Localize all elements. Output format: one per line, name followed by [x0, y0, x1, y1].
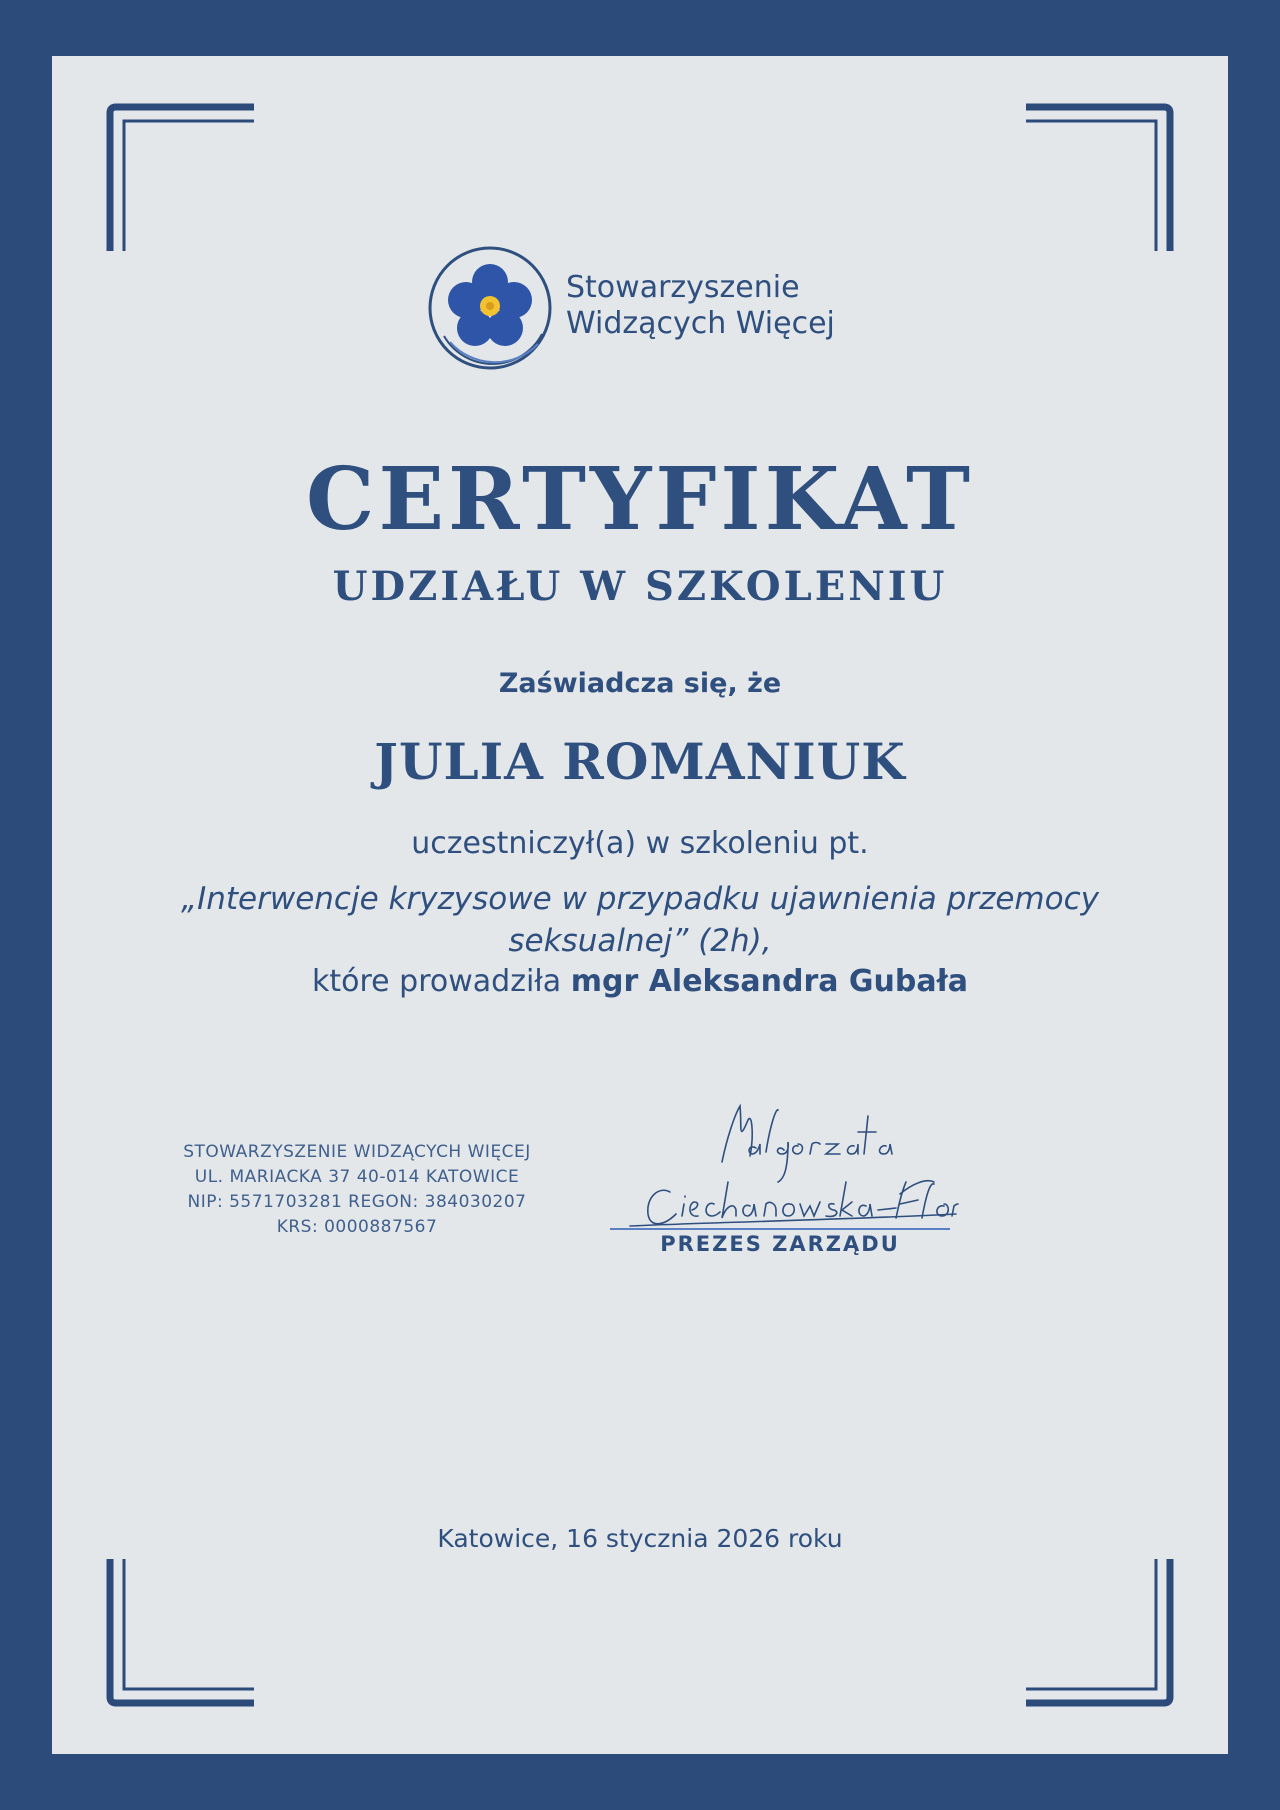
trainer-prefix: które prowadziła [312, 964, 571, 999]
corner-ornament-bottom-left [104, 1549, 264, 1709]
corner-ornament-bottom-right [1016, 1549, 1176, 1709]
logo-line-1: Stowarzyszenie [566, 270, 800, 305]
certificate-subtitle: UDZIAŁU W SZKOLENIU [332, 563, 948, 610]
flower-icon [424, 238, 564, 378]
organization-ids: NIP: 5571703281 REGON: 384030207 [187, 1192, 527, 1212]
corner-ornament-top-left [104, 101, 264, 261]
organization-logo [424, 238, 884, 378]
trainer-name: mgr Aleksandra Gubała [570, 964, 968, 999]
logo-wordmark [566, 270, 835, 342]
participation-text: uczestniczył(a) w szkoleniu pt. [411, 826, 869, 861]
certificate-title: CERTYFIKAT [306, 449, 974, 550]
certification-lead: Zaświadcza się, że [498, 668, 782, 699]
signature-line [610, 1228, 950, 1230]
signatory-role: PREZES ZARZĄDU [660, 1232, 900, 1256]
issue-date: Katowice, 16 stycznia 2026 roku [437, 1524, 843, 1553]
participant-name: JULIA ROMANIUK [374, 732, 906, 791]
course-title [112, 878, 1168, 962]
corner-ornament-top-right [1016, 101, 1176, 261]
organization-name: STOWARZYSZENIE WIDZĄCYCH WIĘCEJ [183, 1142, 531, 1162]
logo-line-2: Widzących Więcej [566, 306, 835, 341]
signature-block [600, 1086, 960, 1256]
course-title-line-1: „Interwencje kryzysowe w przypadku ujawnienia przemocy [181, 881, 1099, 917]
organization-address: UL. MARIACKA 37 40-014 KATOWICE [194, 1167, 520, 1187]
organization-details [142, 1140, 572, 1240]
certificate-page [52, 56, 1228, 1754]
trainer-line [52, 964, 1228, 999]
organization-krs: KRS: 0000887567 [276, 1217, 438, 1237]
course-title-line-2: seksualnej” (2h), [508, 923, 772, 959]
handwritten-signature [600, 1086, 960, 1256]
